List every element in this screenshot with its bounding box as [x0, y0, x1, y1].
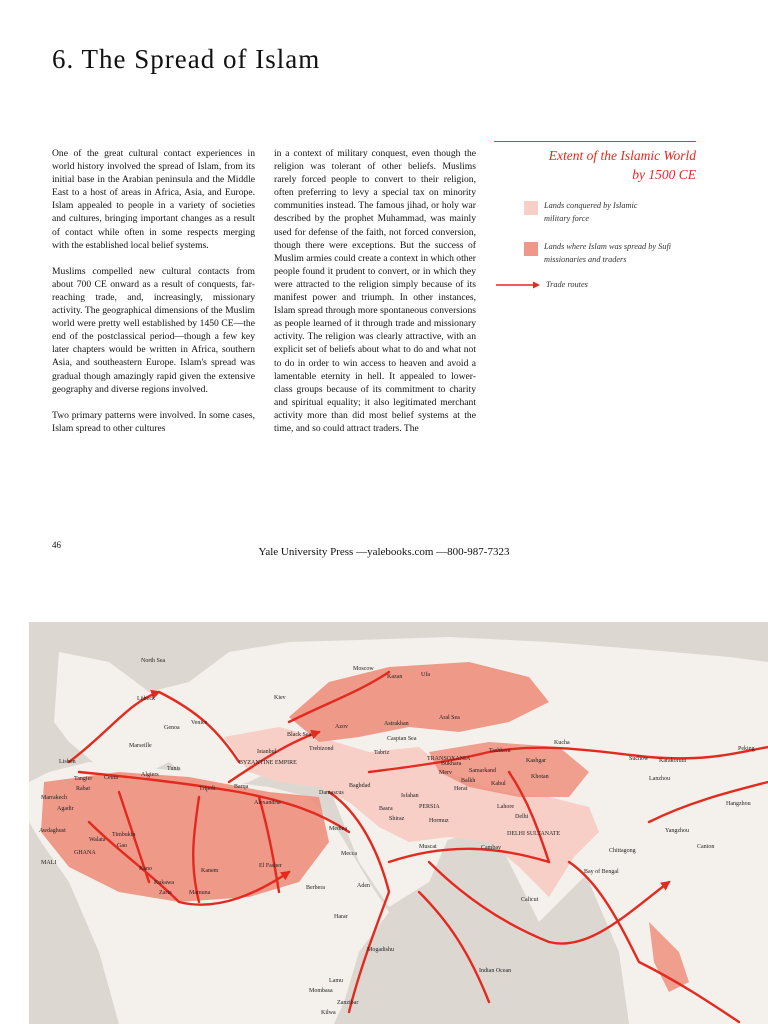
islamic-world-map [29, 622, 768, 1024]
map-label: Timbuktu [112, 832, 136, 838]
map-label: Lahore [497, 804, 514, 810]
map-label: Algiers [141, 772, 159, 778]
map-label: Lübeck [137, 696, 155, 702]
map-label: MALI [41, 860, 57, 866]
map-label: Ceuta [104, 775, 118, 781]
map-label: Agadir [57, 806, 74, 812]
legend-title [494, 146, 696, 184]
map-label: Tangier [74, 776, 93, 782]
map-label: Astrakhan [384, 721, 409, 727]
map-label: Suchow [629, 756, 649, 762]
map-label: Black Sea [287, 732, 312, 738]
map-label: Tabriz [374, 750, 390, 756]
legend-item-trade-routes [546, 278, 716, 291]
map-label: Venice [191, 720, 208, 726]
map-label: Mecca [341, 851, 357, 857]
map-label: Istanbul [257, 749, 277, 755]
map-label: Trebizond [309, 746, 334, 752]
map-label: Yangzhou [665, 828, 690, 834]
map-label: Ufa [421, 672, 430, 678]
map-label: Delhi [515, 814, 529, 820]
map-label: Rabat [76, 786, 90, 792]
map-label: Marrakech [41, 795, 67, 801]
map-label: TRANSOXANIA [427, 756, 471, 762]
map-label: Herat [454, 786, 468, 792]
map-label: Canton [697, 844, 715, 850]
legend-label: Lands conquered by Islamic [544, 201, 638, 210]
legend-rule [494, 141, 696, 142]
paragraph: Muslims compelled new cultural contacts from about 700 CE onward as a result of conquests, far-reaching trade, and, increasingly, missionary activity. The geographical dimensions of the Muslim world were pretty well established by 1450 CE—the end of the postclassical period—though a few key later chapters would be written in Africa, southern Asia, and southeastern Europe. Islam's spread was gradual though amazingly rapid given the extensive geography and diverse regions involved. [52, 265, 255, 395]
map-label: Kashgar [526, 758, 546, 764]
map-label: Indian Ocean [479, 968, 512, 974]
paragraph: Two primary patterns were involved. In some cases, Islam spread to other cultures [52, 409, 255, 434]
map-label: Tripoli [199, 786, 216, 792]
paragraph: in a context of military conquest, even though the religion was tolerant of other beliefs. Muslims rarely forced people to convert to their religion, often preferring to levy a special tax on minority communities instead. The famous jihad, or holy war described by the prophet Muhammad, was mainly used for defense of the faith, not forced conversion, though there were exceptions. But the success of Muslim armies could create a context in which other people found it prudent to convert, or in which they were attracted to the religion simply because of its manifest power and triumph. In other instances, Islam spread through more spontaneous conversions as people learned of it through trade and missionary activity. The religion was clearly attractive, with an explicit set of beliefs about what to do and what not to do in order to win access to heaven and avoid a lamentable eternity in hell. It appealed to lower-class groups because of its commitment to charity and spiritual equality; it also legitimated merchant activity more than did most belief systems at the time, and so could attract traders. The [274, 148, 476, 434]
map-label: Genoa [164, 725, 180, 731]
map-label: PERSIA [419, 804, 440, 810]
map-label: Caspian Sea [387, 736, 417, 742]
map-label: Azov [335, 724, 348, 730]
map-label: Karakorum [659, 758, 687, 764]
map-label: Bay of Bengal [584, 869, 619, 875]
map-label: Muscat [419, 844, 437, 850]
map-label: Chittagong [609, 848, 636, 854]
map-label: Mogadishu [367, 947, 394, 953]
map-label: Damascus [319, 790, 344, 796]
paragraph: One of the great cultural contact experiences in world history involved the spread of Islam, from its initial base in the Arabian peninsula and the Middle East to a host of areas in Africa, Asia, and Europe. Islam appealed to people in a variety of societies and cultures, bringing important changes as a result of contact while often in some respects merging with the established local belief systems. [52, 148, 255, 251]
map-label: Lisbon [59, 759, 76, 765]
map-label: Kucha [554, 740, 570, 746]
map-label: Aden [357, 883, 370, 889]
map-label: Tashkent [489, 748, 511, 754]
sufi-swatch [524, 242, 538, 256]
map-label: Kano [139, 866, 152, 872]
map-label: Lanzhou [649, 776, 670, 782]
map-label: Kukawa [154, 880, 174, 886]
map-label: Isfahan [401, 793, 419, 799]
map-label: Balkh [461, 778, 476, 784]
map-label: DELHI SULTANATE [507, 831, 561, 837]
map-label: Kazan [387, 674, 403, 680]
map-label: Alexandria [254, 800, 281, 806]
legend-label: missionaries and traders [544, 255, 627, 264]
map-label: Walata [89, 837, 106, 843]
map-label: Marseille [129, 743, 152, 749]
map-label: Medina [329, 826, 348, 832]
legend-label: military force [544, 214, 590, 223]
map-label: Zaria [159, 890, 172, 896]
conquered-swatch [524, 201, 538, 215]
map-label: Kanem [201, 868, 219, 874]
map-label: Gao [117, 843, 127, 849]
trade-route-arrow-icon [494, 280, 542, 290]
map-label: Kilwa [321, 1010, 336, 1016]
map-label: Moscow [353, 666, 374, 672]
map-label: BYZANTINE EMPIRE [239, 760, 297, 766]
legend-item-conquered [544, 199, 714, 225]
legend-item-sufi [544, 240, 714, 266]
map-label: Baghdad [349, 783, 371, 789]
map-label: Hormuz [429, 818, 449, 824]
map-label: Samarkand [469, 768, 496, 774]
page-number: 46 [52, 540, 61, 550]
map-label: Khotan [531, 774, 549, 780]
map-label: Mamuna [189, 890, 211, 896]
legend-label: Lands where Islam was spread by Sufi [544, 242, 672, 251]
map-label: Kiev [274, 695, 286, 701]
map-label: Mombasa [309, 988, 333, 994]
map-label: Harar [334, 914, 348, 920]
map-label: Kabul [491, 781, 506, 787]
map-label: Hangzhou [726, 801, 751, 807]
map-label: Aral Sea [439, 715, 460, 721]
map-label: Shiraz [389, 816, 405, 822]
map-label: Barqa [234, 784, 249, 790]
map-label: El Fasher [259, 863, 282, 869]
legend-label: Trade routes [546, 280, 588, 289]
map-label: Cambay [481, 845, 501, 851]
map-label: Awdaghust [39, 828, 66, 834]
map-label: North Sea [141, 658, 166, 664]
map-label: Lamu [329, 978, 343, 984]
map-legend [494, 141, 696, 289]
map-label: Bukhara [441, 761, 462, 767]
page-footer: Yale University Press —yalebooks.com —800-987-7323 [258, 546, 510, 558]
body-column-1 [52, 147, 255, 448]
map-label: Berbera [306, 885, 325, 891]
map-label: Calicut [521, 897, 539, 903]
map-label: Peking [738, 746, 755, 752]
legend-title-line: Extent of the Islamic World [548, 148, 696, 163]
map-label: Tunis [167, 766, 181, 772]
map-label: Zanzibar [337, 1000, 359, 1006]
page-title: 6. The Spread of Islam [52, 44, 321, 74]
map-label: Merv [439, 770, 452, 776]
map-label: Basra [379, 806, 393, 812]
map-label: GHANA [74, 850, 96, 856]
body-column-2 [274, 147, 476, 448]
legend-title-line: by 1500 CE [632, 167, 696, 182]
